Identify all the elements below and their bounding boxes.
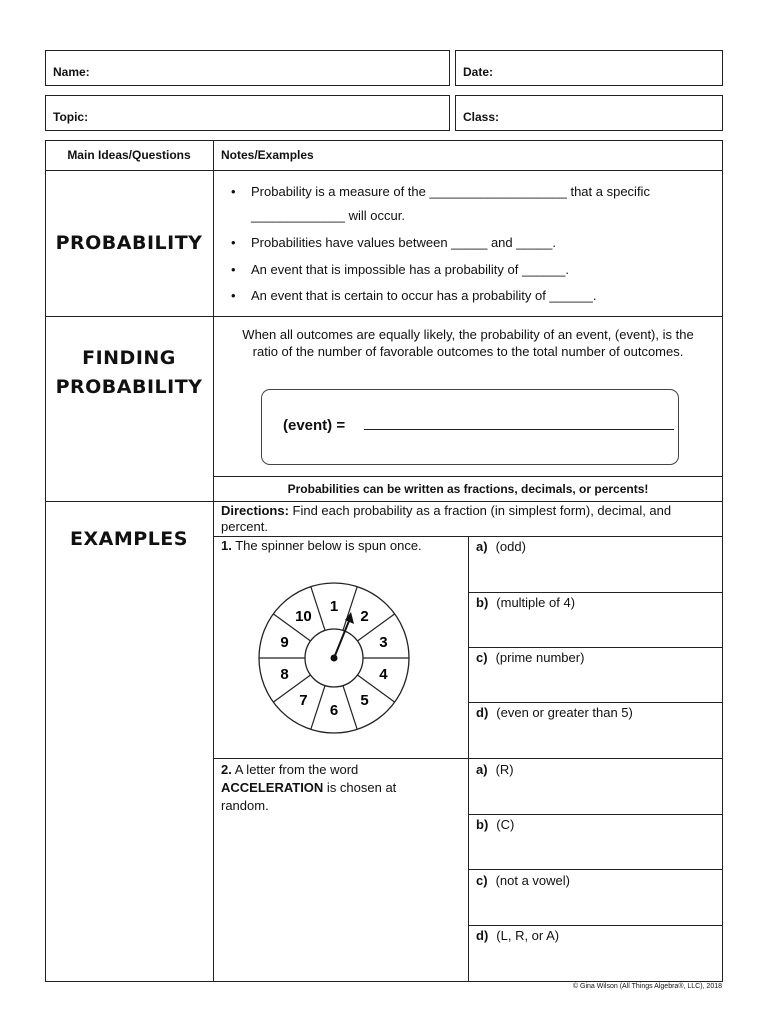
row-divider [468, 702, 723, 703]
part-text: (R) [495, 762, 514, 777]
topic-label: Topic: [53, 110, 89, 124]
row-divider [468, 647, 723, 648]
bullet-text: An event that is impossible has a probability of ______. [251, 262, 569, 277]
part-letter: c) [476, 650, 488, 665]
col-header-notes: Notes/Examples [221, 148, 314, 162]
bullet-icon: • [231, 288, 236, 303]
row-divider [468, 869, 723, 870]
bullet-text: Probabilities have values between _____ and _____. [251, 235, 557, 250]
row-divider [213, 476, 723, 477]
part-text: (even or greater than 5) [496, 705, 633, 720]
name-field[interactable] [45, 50, 450, 86]
examples-heading: EXAMPLES [70, 528, 188, 550]
row-divider [45, 316, 723, 317]
row-divider [468, 592, 723, 593]
part-text: (C) [496, 817, 515, 832]
row-divider [468, 814, 723, 815]
question-2-text-a: A letter from the word [231, 762, 359, 777]
finding-note: Probabilities can be written as fractions, decimals, or percents! [287, 482, 649, 496]
question-2 [221, 761, 441, 815]
formula-blank-line [364, 429, 674, 430]
part-text: (odd) [495, 539, 526, 554]
spinner-number: 1 [329, 598, 339, 615]
probability-heading: PROBABILITY [55, 232, 203, 254]
q1-part-a [476, 539, 526, 554]
spinner-number: 10 [295, 607, 312, 625]
spinner-number: 7 [299, 692, 308, 710]
part-letter: a) [476, 762, 488, 777]
class-field[interactable] [455, 95, 723, 131]
question-2-text-b: is chosen at random. [221, 780, 397, 813]
directions-body: Find each probability as a fraction (in simplest form), decimal, and percent. [221, 503, 672, 534]
row-divider [468, 925, 723, 926]
col-header-main-ideas: Main Ideas/Questions [67, 148, 191, 162]
date-field[interactable] [455, 50, 723, 86]
spinner-pivot-icon [331, 655, 338, 662]
bullet-icon: • [231, 235, 236, 250]
part-text: (prime number) [495, 650, 585, 665]
column-divider [213, 140, 214, 982]
question-2-number: 2. [221, 762, 232, 777]
finding-heading-line2: PROBABILITY [55, 376, 203, 398]
part-letter: a) [476, 539, 488, 554]
row-divider [213, 758, 723, 759]
part-letter: b) [476, 817, 489, 832]
part-letter: c) [476, 873, 488, 888]
bullet-icon: • [231, 184, 236, 199]
part-text: (multiple of 4) [496, 595, 576, 610]
spinner-diagram [254, 578, 414, 738]
q1-part-c [476, 650, 584, 665]
question-2-word: ACCELERATION [221, 780, 324, 795]
part-letter: d) [476, 928, 489, 943]
class-label: Class: [463, 110, 500, 124]
finding-intro: When all outcomes are equally likely, the probability of an event, (event), is the ratio of the number of favorable outcomes to the total number of outcomes. [242, 327, 694, 359]
q2-part-b [476, 817, 514, 832]
formula-label: (event) = [283, 417, 346, 434]
spinner-number: 6 [329, 702, 339, 719]
part-text: (L, R, or A) [496, 928, 560, 943]
row-divider [45, 170, 723, 171]
bullet-icon: • [231, 262, 236, 277]
part-letter: d) [476, 705, 489, 720]
bullet-text: Probability is a measure of the ___________________ that a specific _____________ will occur. [251, 184, 650, 223]
directions-text [221, 503, 716, 535]
q2-part-a [476, 762, 514, 777]
spinner-number: 8 [280, 666, 289, 684]
date-label: Date: [463, 65, 494, 79]
bullet-text: An event that is certain to occur has a probability of ______. [251, 288, 597, 303]
question-1 [221, 538, 422, 553]
spinner-number: 4 [379, 666, 388, 684]
question-1-text: The spinner below is spun once. [231, 538, 422, 553]
topic-field[interactable] [45, 95, 450, 131]
q2-part-c [476, 873, 570, 888]
spinner-number: 2 [360, 607, 369, 625]
q1-part-b [476, 595, 575, 610]
part-letter: b) [476, 595, 489, 610]
name-label: Name: [53, 65, 90, 79]
spinner-number: 5 [360, 692, 369, 710]
answer-column-divider [468, 536, 469, 982]
spinner-number: 3 [379, 633, 388, 651]
copyright-footer: © Gina Wilson (All Things Algebra®, LLC), 2018 [572, 983, 722, 990]
q2-part-d [476, 928, 559, 943]
finding-heading-line1: FINDING [82, 347, 176, 369]
q1-part-d [476, 705, 633, 720]
part-text: (not a vowel) [495, 873, 570, 888]
row-divider [45, 501, 723, 502]
spinner-number: 9 [280, 633, 289, 651]
directions-label: Directions: [221, 503, 289, 518]
question-1-number: 1. [221, 538, 232, 553]
